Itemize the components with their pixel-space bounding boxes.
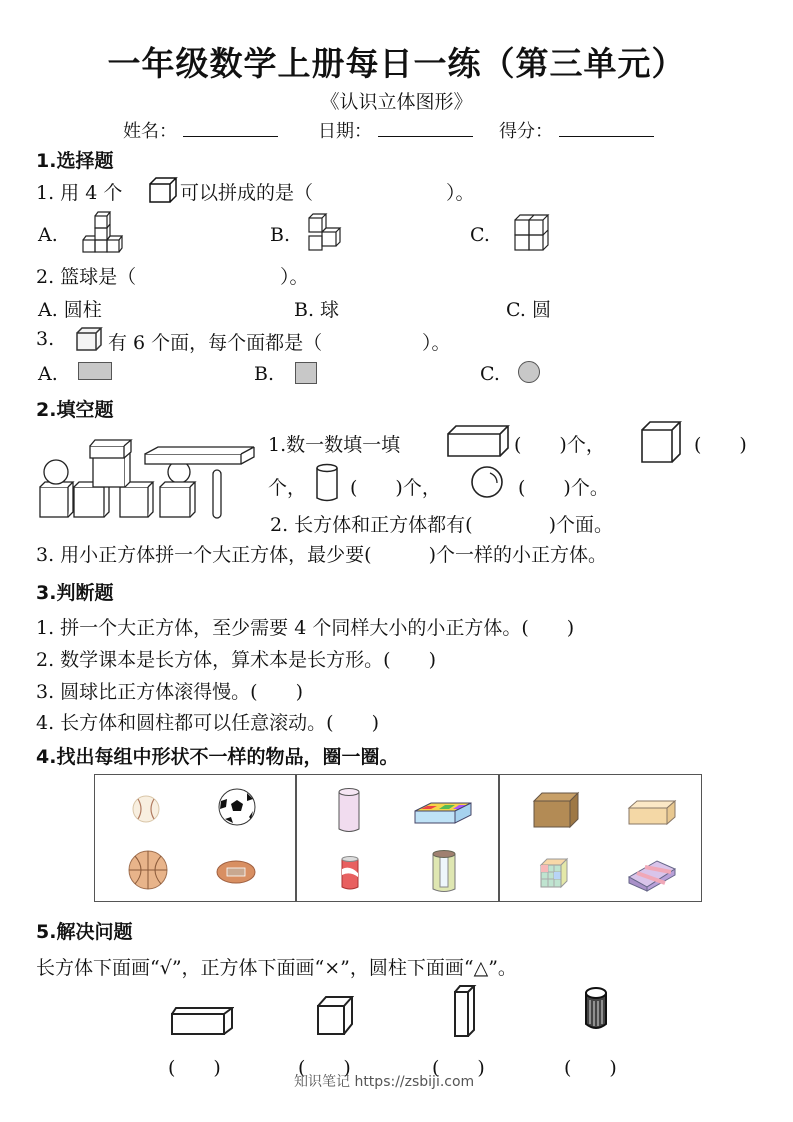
section1-heading: 1.选择题 [36, 150, 114, 172]
score-field[interactable] [499, 117, 654, 143]
date-label: 日期： [318, 121, 372, 142]
s3-item-2: 2. 数学课本是长方体，算术本是长方形。( ) [36, 649, 436, 671]
gift-box-icon[interactable] [627, 855, 677, 893]
s5-answer-tall-cuboid[interactable]: ( ) [432, 1057, 485, 1079]
s2-q2: 2. 长方体和正方体都有( )个面。 [270, 514, 613, 536]
name-label: 姓名： [123, 121, 177, 142]
cube-icon [148, 176, 178, 204]
cube-sketch-icon [316, 994, 354, 1036]
section2-heading: 2.填空题 [36, 399, 114, 421]
s1-q1-suffix: 可以拼成的是（ [180, 182, 314, 204]
s1-q3-prefix: 3. [36, 328, 55, 350]
s3-item-4: 4. 长方体和圆柱都可以任意滚动。( ) [36, 712, 379, 734]
glass-cup-icon[interactable] [336, 787, 362, 835]
s2-q1-line2-start: 个， [268, 477, 307, 499]
rubiks-cube-icon[interactable] [539, 857, 569, 889]
cuboid-icon [446, 424, 512, 458]
name-blank[interactable] [183, 120, 278, 137]
basketball-icon[interactable] [127, 849, 169, 891]
crayon-box-icon[interactable] [413, 799, 473, 829]
date-field[interactable] [318, 117, 473, 143]
circle-shape [518, 361, 540, 383]
square-shape [295, 362, 317, 384]
shoe-box-icon[interactable] [627, 799, 677, 827]
s1-q1-close: ）。 [446, 182, 475, 204]
cuboid-sketch-icon [170, 1006, 234, 1036]
shape-group-grid [94, 774, 702, 902]
section5-heading: 5.解决问题 [36, 921, 133, 943]
soda-can-icon[interactable] [339, 855, 361, 891]
s1-q2-close: ）。 [280, 266, 309, 288]
s2-q1-unit1[interactable]: ( )个， [514, 434, 605, 456]
page-title: 一年级数学上册每日一练（第三单元） [107, 44, 686, 83]
s1-q3-text: 有 6 个面，每个面都是（ [108, 332, 323, 354]
s1-q2-option-b[interactable]: B. 球 [294, 299, 340, 321]
watermark: 知识笔记 https://zsbiji.com [294, 1074, 475, 1090]
tall-cuboid-sketch-icon [452, 984, 478, 1038]
s1-q1-option-c[interactable]: C. [470, 224, 490, 246]
s3-item-3: 3. 圆球比正方体滚得慢。( ) [36, 681, 303, 703]
cube-icon [74, 326, 104, 352]
grid-divider [295, 775, 297, 901]
s1-q3-option-b[interactable]: B. [254, 363, 275, 385]
name-field[interactable] [123, 117, 278, 143]
s2-q3: 3. 用小正方体拼一个大正方体，最少要( )个一样的小正方体。 [36, 544, 607, 566]
cubes-l-shape-icon [306, 212, 354, 254]
cylinder-icon [314, 463, 340, 503]
s1-q1-prefix: 1. 用 4 个 [36, 182, 123, 204]
cardboard-box-icon[interactable] [532, 791, 580, 829]
building-blocks-illustration [36, 432, 262, 522]
soccer-ball-icon[interactable] [217, 787, 257, 827]
section3-heading: 3.判断题 [36, 582, 114, 604]
s1-q1-option-a[interactable]: A. [38, 224, 58, 246]
section4-heading: 4.找出每组中形状不一样的物品，圈一圈。 [36, 746, 399, 768]
date-blank[interactable] [378, 120, 473, 137]
s5-instruction: 长方体下面画“√”，正方体下面画“×”，圆柱下面画“△”。 [36, 957, 517, 979]
cubes-t-shape-icon [80, 210, 128, 254]
s1-q2-option-c[interactable]: C. 圆 [506, 299, 551, 321]
page-subtitle: 《认识立体图形》 [320, 91, 473, 113]
rugby-ball-icon[interactable] [215, 859, 257, 885]
s1-q3-option-a[interactable]: A. [38, 363, 58, 385]
s5-answer-cube[interactable]: ( ) [298, 1057, 351, 1079]
sphere-icon [470, 465, 504, 499]
grid-divider [498, 775, 500, 901]
s1-q3-close: ）。 [422, 332, 451, 354]
s1-q3-option-c[interactable]: C. [480, 363, 500, 385]
rectangle-shape [78, 362, 112, 380]
cylinder-container-icon[interactable] [430, 849, 458, 895]
s2-q1-unit2[interactable]: ( ) [694, 434, 747, 456]
s1-q2-option-a[interactable]: A. 圆柱 [38, 299, 102, 321]
cubes-square-shape-icon [512, 212, 558, 254]
cube-icon [640, 420, 684, 464]
s3-item-1: 1. 拼一个大正方体，至少需要 4 个同样大小的小正方体。( ) [36, 617, 575, 639]
s2-q1-text: 1.数一数填一填 [268, 434, 401, 456]
s2-q1-unit3[interactable]: ( )个， [350, 477, 441, 499]
score-blank[interactable] [559, 120, 654, 137]
cylinder-sketch-icon [584, 986, 608, 1032]
baseball-icon[interactable] [130, 793, 162, 825]
s1-q2: 2. 篮球是（ [36, 266, 137, 288]
s5-answer-cylinder[interactable]: ( ) [564, 1057, 617, 1079]
score-label: 得分： [499, 121, 553, 142]
s1-q1-option-b[interactable]: B. [270, 224, 291, 246]
s5-answer-cuboid[interactable]: ( ) [168, 1057, 221, 1079]
s2-q1-unit4[interactable]: ( )个。 [518, 477, 609, 499]
